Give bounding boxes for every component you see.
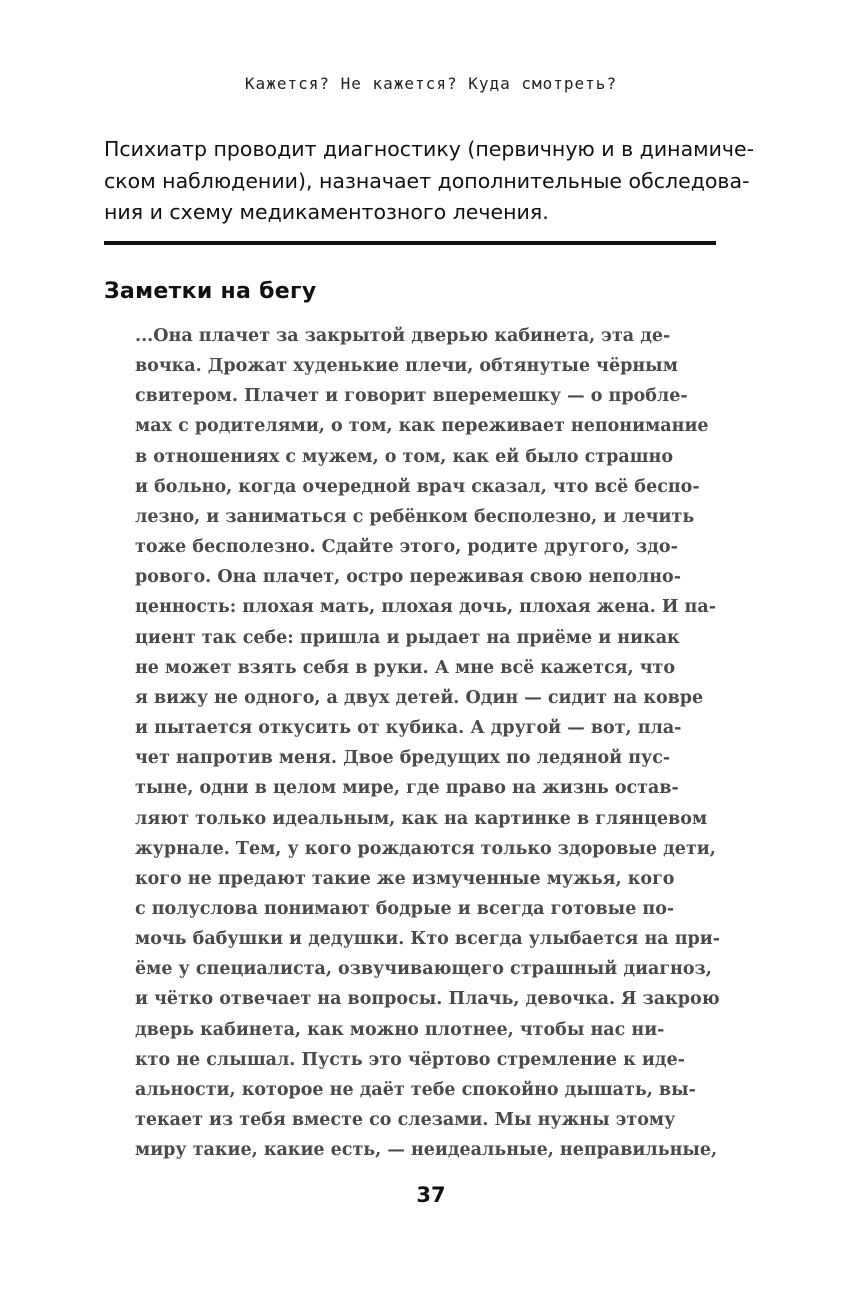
intro-line: ском наблюдении), назначает дополнительные обследова- (104, 168, 750, 193)
intro-line: ния и схему медикаментозного лечения. (104, 200, 549, 224)
notes-line: текает из тебя вместе со слезами. Мы нужны этому (135, 1110, 676, 1131)
running-head: Кажется? Не кажется? Куда смотреть? (244, 74, 618, 93)
section-title: Заметки на бегу (104, 279, 317, 304)
notes-line: ёме у специалиста, озвучивающего страшный диагноз, (135, 959, 712, 980)
notes-line: миру такие, какие есть, — неидеальные, неправильные, (135, 1140, 718, 1161)
notes-line: ...Она плачет за закрытой дверью кабинета, эта де- (135, 326, 671, 346)
notes-line: тыне, одни в целом мире, где право на жизнь остав- (135, 778, 679, 799)
notes-line: мочь бабушки и дедушки. Кто всегда улыбается на при- (135, 929, 720, 950)
notes-line: вочка. Дрожат худенькие плечи, обтянутые чёрным (135, 356, 678, 377)
notes-line: и больно, когда очередной врач сказал, что всё беспо- (135, 476, 700, 497)
notes-line: не может взять себя в руки. А мне всё кажется, что (135, 657, 676, 678)
notes-line: кто не слышал. Пусть это чёртово стремление к иде- (135, 1049, 685, 1070)
notes-line: циент так себе: пришла и рыдает на приёме и никак (135, 627, 680, 648)
notes-line: я вижу не одного, а двух детей. Один — сидит на ковре (135, 687, 704, 708)
notes-line: и пытается откусить от кубика. А другой — вот, пла- (135, 718, 682, 739)
page-number: 37 (416, 1183, 446, 1207)
notes-line: дверь кабинета, как можно плотнее, чтобы нас ни- (135, 1019, 665, 1040)
notes-line: лезно, и заниматься с ребёнком бесполезно, и лечить (135, 506, 695, 527)
notes-line: ляют только идеальным, как на картинке в глянцевом (135, 808, 708, 829)
notes-line: альности, которое не даёт тебе спокойно дышать, вы- (135, 1079, 696, 1100)
notes-paragraph (135, 321, 720, 1165)
notes-line: и чётко отвечает на вопросы. Плачь, девочка. Я закрою (135, 989, 720, 1010)
notes-line: кого не предают такие же измученные мужья, кого (135, 868, 675, 889)
notes-line: чет напротив меня. Двое бредущих по ледяной пус- (135, 748, 671, 769)
section-divider (104, 241, 716, 245)
notes-line: рового. Она плачет, остро переживая свою неполно- (135, 567, 681, 588)
notes-line: журнале. Тем, у кого рождаются только здоровые дети, (135, 838, 716, 859)
notes-line: свитером. Плачет и говорит вперемешку — о пробле- (135, 386, 688, 407)
notes-line: с полуслова понимают бодрые и всегда готовые по- (135, 898, 675, 919)
notes-line: мах с родителями, о том, как переживает непонимание (135, 416, 709, 437)
notes-line: в отношениях с мужем, о том, как ей было страшно (135, 446, 674, 467)
intro-line: Психиатр проводит диагностику (первичную и в динамиче- (104, 137, 755, 161)
notes-line: тоже бесполезно. Сдайте этого, родите другого, здо- (135, 537, 678, 558)
intro-paragraph (104, 134, 754, 229)
notes-line: ценность: плохая мать, плохая дочь, плохая жена. И па- (135, 597, 716, 618)
